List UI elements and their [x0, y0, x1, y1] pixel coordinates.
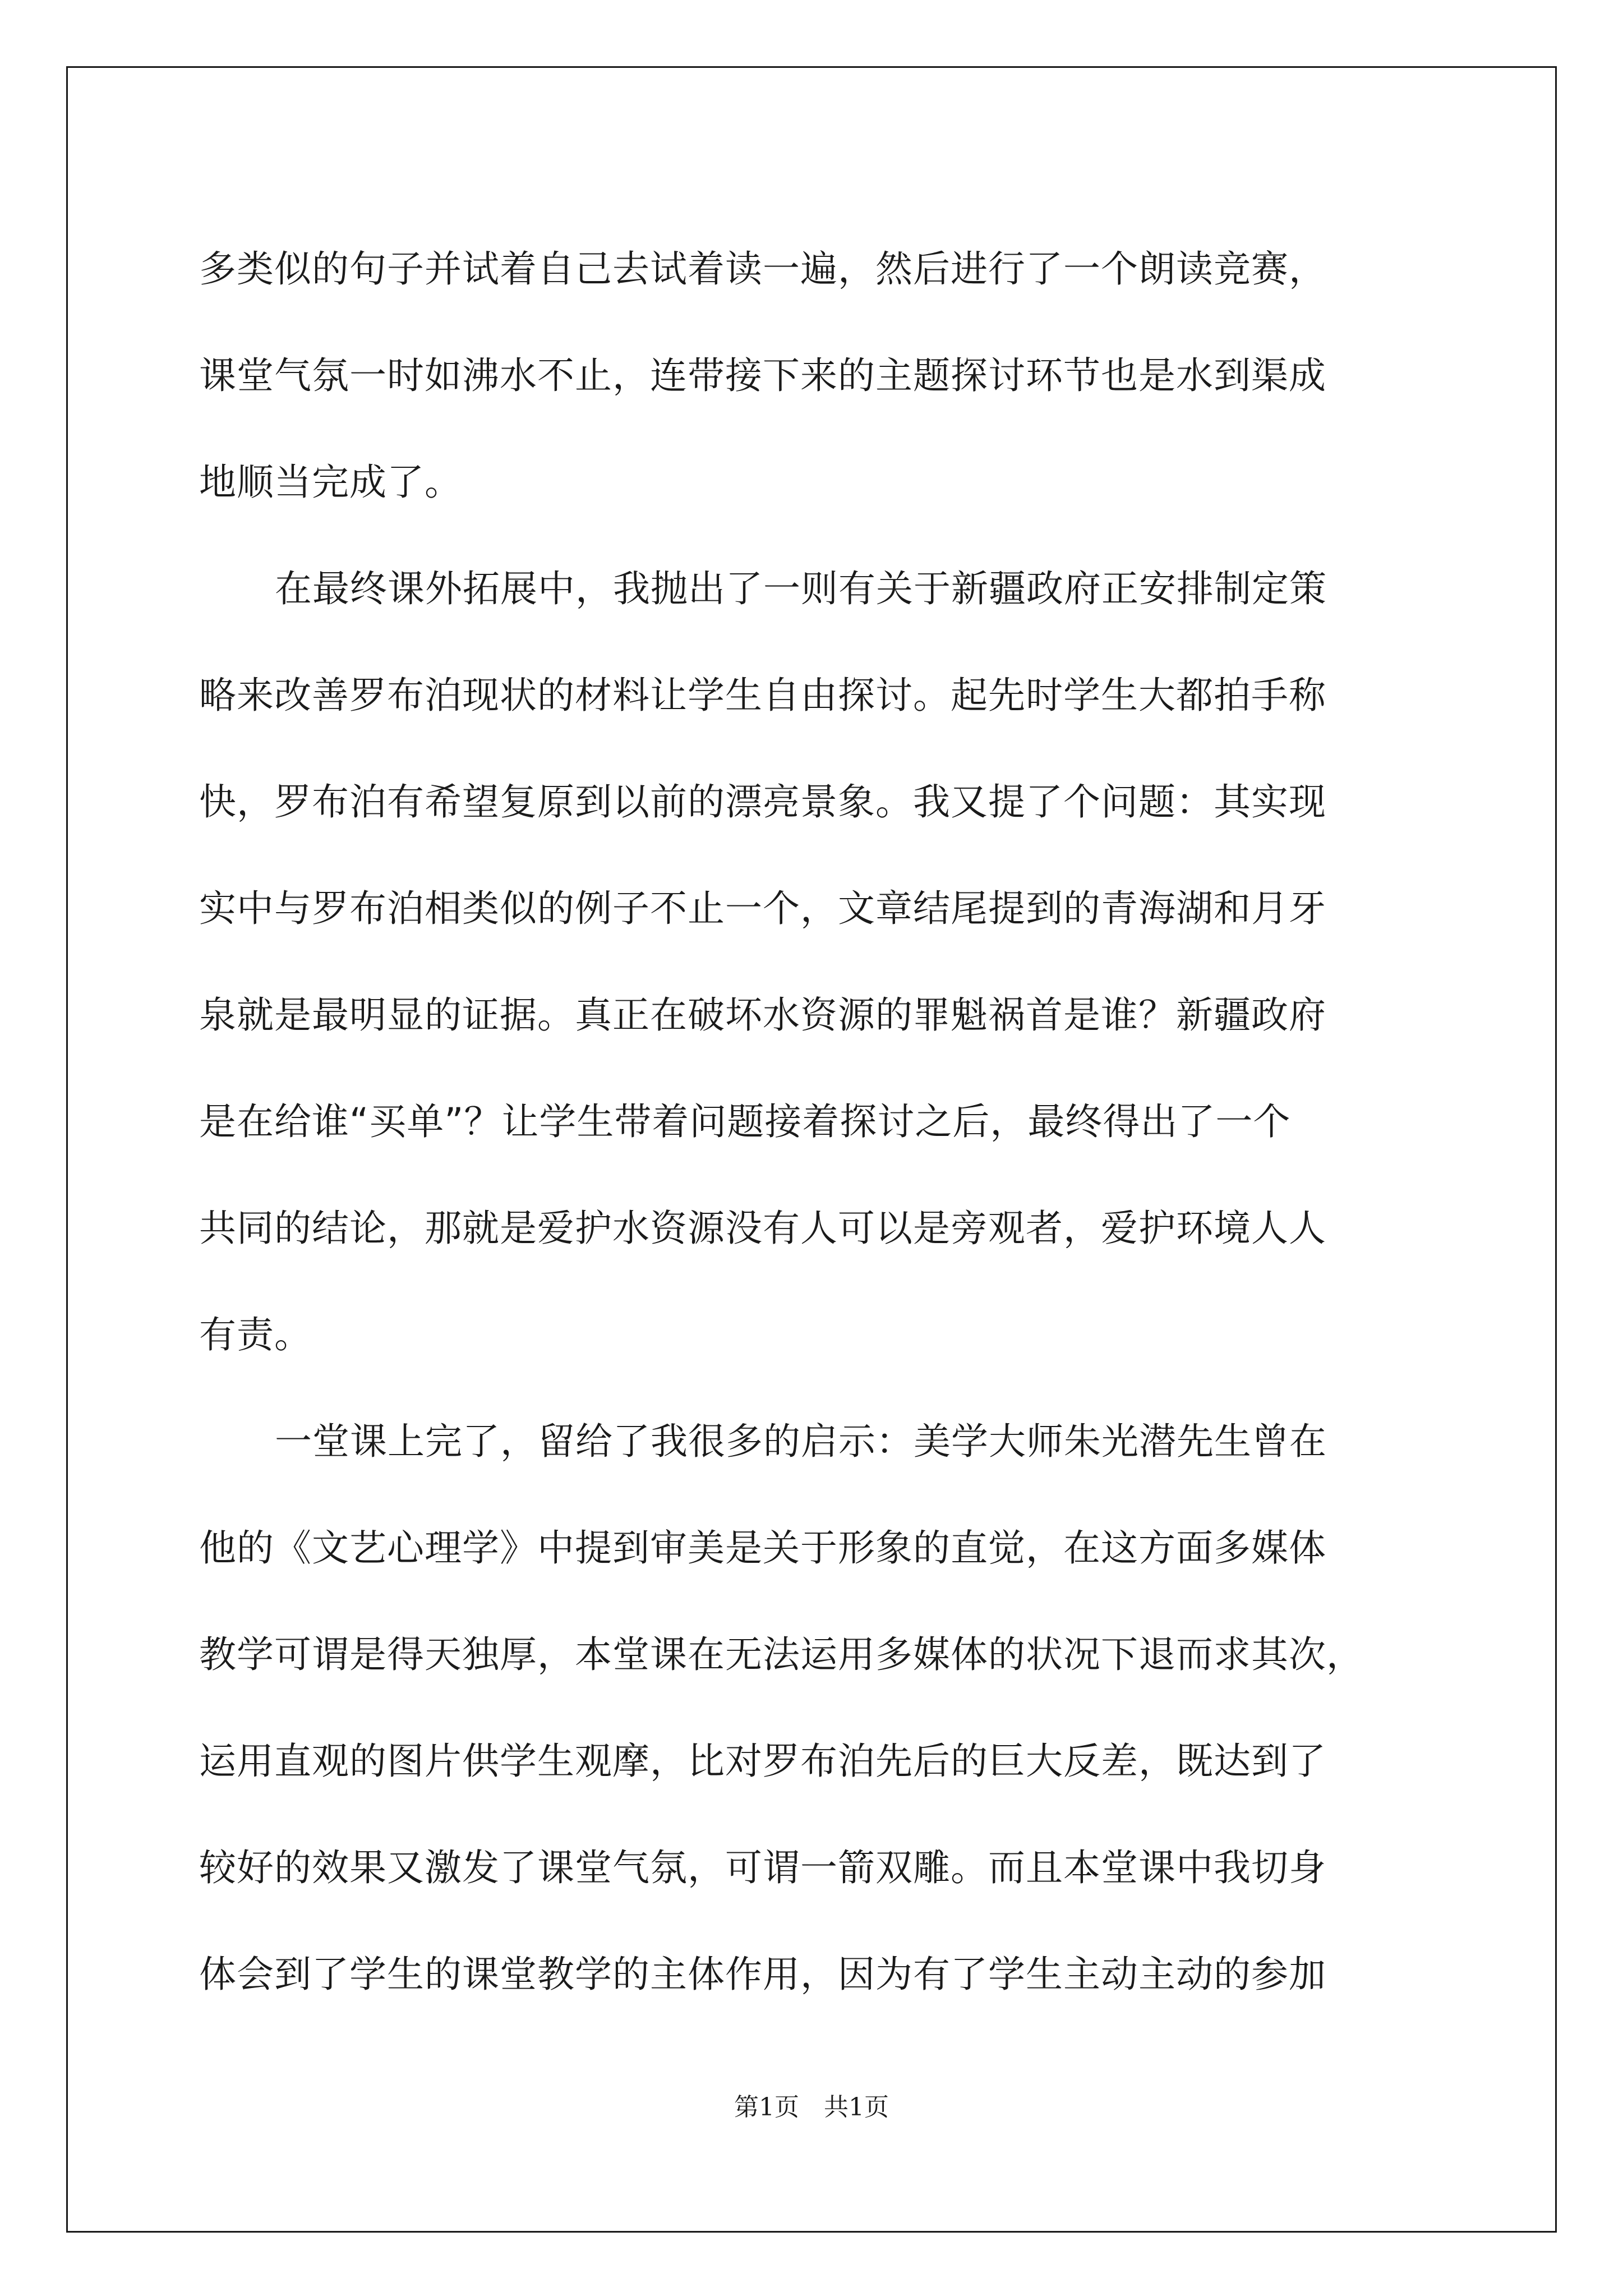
text-line: 体会到了学生的课堂教学的主体作用，因为有了学生主动主动的参加 — [199, 1953, 1326, 1996]
paragraph-start-line: 一堂课上完了，留给了我很多的启示：美学大师朱光潜先生曾在 — [275, 1420, 1327, 1463]
text-line: 有责。 — [199, 1313, 312, 1356]
text-line: 较好的效果又激发了课堂气氛，可谓一箭双雕。而且本堂课中我切身 — [199, 1846, 1326, 1889]
text-line: 快，罗布泊有希望复原到以前的漂亮景象。我又提了个问题：其实现 — [199, 780, 1326, 823]
text-line: 是在给谁“买单”？让学生带着问题接着探讨之后，最终得出了一个 — [199, 1100, 1291, 1143]
document-body — [199, 216, 1430, 2028]
text-line: 实中与罗布泊相类似的例子不止一个，文章结尾提到的青海湖和月牙 — [199, 887, 1326, 930]
text-line: 教学可谓是得天独厚，本堂课在无法运用多媒体的状况下退而求其次， — [199, 1633, 1364, 1676]
text-line: 课堂气氛一时如沸水不止，连带接下来的主题探讨环节也是水到渠成 — [199, 354, 1326, 397]
text-line: 多类似的句子并试着自己去试着读一遍，然后进行了一个朗读竞赛， — [199, 247, 1326, 291]
text-line: 运用直观的图片供学生观摩，比对罗布泊先后的巨大反差，既达到了 — [199, 1740, 1326, 1783]
text-line: 泉就是最明显的证据。真正在破坏水资源的罪魁祸首是谁？新疆政府 — [199, 993, 1326, 1037]
text-line: 地顺当完成了。 — [199, 461, 462, 504]
text-line: 略来改善罗布泊现状的材料让学生自由探讨。起先时学生大都拍手称 — [199, 674, 1326, 717]
paragraph-start-line: 在最终课外拓展中，我抛出了一则有关于新疆政府正安排制定策 — [275, 567, 1327, 610]
text-line: 他的《文艺心理学》中提到审美是关于形象的直觉，在这方面多媒体 — [199, 1526, 1326, 1570]
page-footer: 第1页 共1页 — [734, 2093, 889, 2122]
text-line: 共同的结论，那就是爱护水资源没有人可以是旁观者，爱护环境人人 — [199, 1207, 1326, 1250]
